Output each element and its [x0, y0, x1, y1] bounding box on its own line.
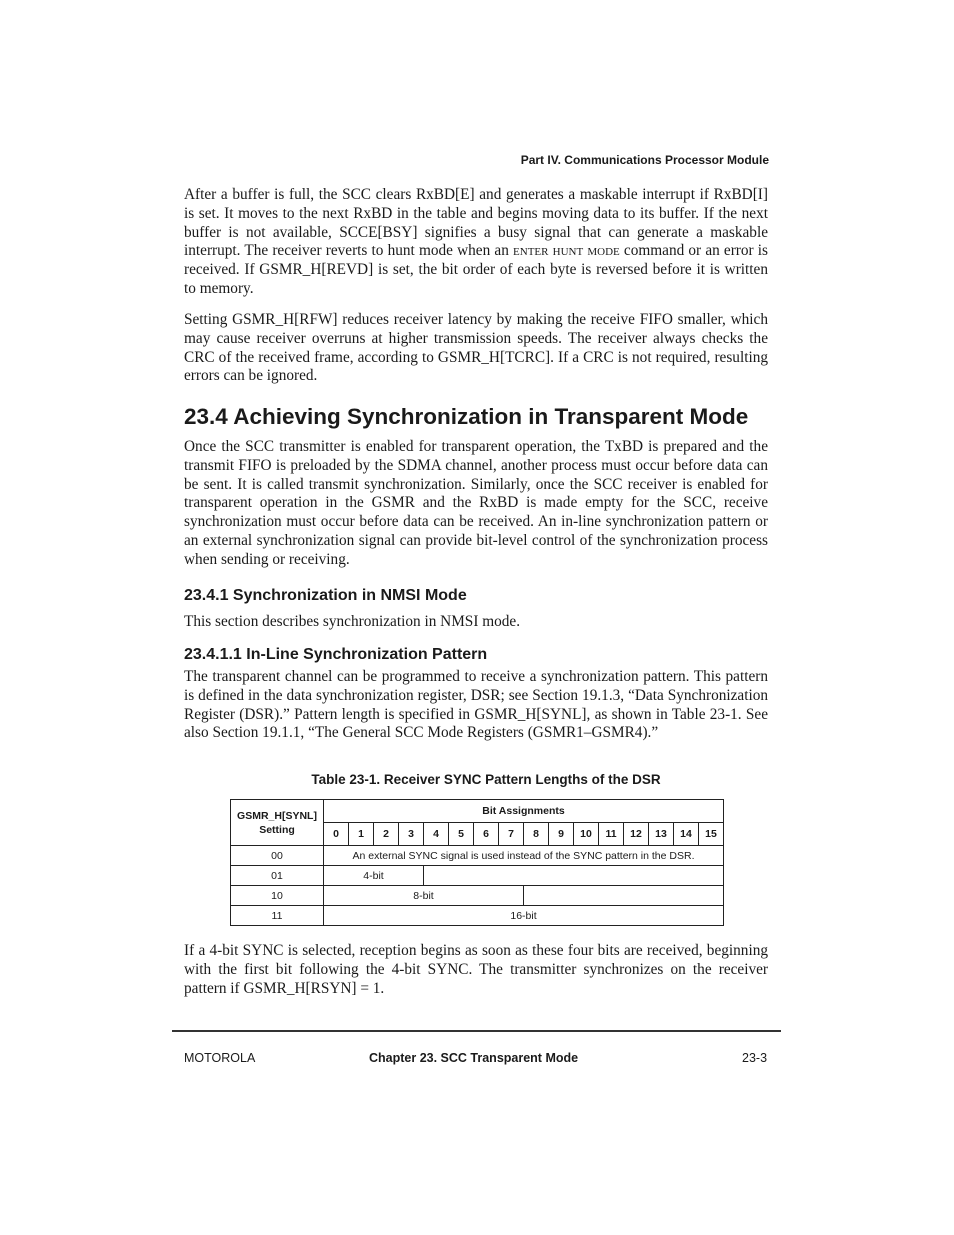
pattern-cell: An external SYNC signal is used instead of the SYNC pattern in the DSR.	[324, 846, 724, 866]
paragraph-nmsi: This section describes synchronization in NMSI mode.	[184, 613, 521, 630]
bit-number: 7	[499, 823, 524, 846]
bit-number: 1	[349, 823, 374, 846]
sync-pattern-table	[230, 799, 724, 926]
bit-number: 0	[324, 823, 349, 846]
bit-number: 13	[649, 823, 674, 846]
paragraph-buffer-full	[184, 186, 768, 299]
pattern-cell: 8-bit	[324, 886, 524, 906]
bit-number: 3	[399, 823, 424, 846]
empty-cell	[424, 866, 724, 886]
section-heading: 23.4 Achieving Synchronization in Transparent Mode	[184, 404, 749, 429]
bit-number: 5	[449, 823, 474, 846]
paragraph-inline-pattern: The transparent channel can be programmed to receive a synchronization pattern. This pattern is defined in the data synchronization register, DSR; see Section 19.1.3, “Data Synchronization Register (DSR).” Pattern length is specified in GSMR_H[SYNL], as shown in Table 23-1. See also Section 19.1.1, “The General SCC Mode Registers (GSMR1–GSMR4).”	[184, 668, 768, 742]
footer-center: Chapter 23. SCC Transparent Mode	[369, 1051, 579, 1065]
footer-rule	[172, 1030, 781, 1032]
bit-number: 15	[699, 823, 724, 846]
bit-number: 8	[524, 823, 549, 846]
table-title: Table 23-1. Receiver SYNC Pattern Lengths of the DSR	[311, 772, 661, 787]
paragraph-sync-intro: Once the SCC transmitter is enabled for transparent operation, the TxBD is prepared and the transmit FIFO is preloaded by the SDMA channel, another process must occur before data can be sent. It is called transmit synchronization. Similarly, once the SCC receiver is enabled for transparent operation in the GSMR and the RxBD is made empty for the SCC, receive synchronization must occur before data can be received. An in-line synchronization pattern or an external synchronization signal can provide bit-level control of the synchronization process when sending or receiving.	[184, 438, 768, 568]
table-row	[231, 866, 724, 886]
command-name: enter hunt mode	[513, 242, 620, 260]
bit-number: 4	[424, 823, 449, 846]
bit-number: 12	[624, 823, 649, 846]
subsection-heading: 23.4.1 Synchronization in NMSI Mode	[184, 587, 467, 604]
setting-cell: 01	[231, 866, 324, 886]
paragraph-text: command or an error is received. If GSMR_H[REVD] is set, the bit order of each byte is reversed before it is written to memory.	[184, 242, 769, 297]
footer-left: MOTOROLA	[184, 1051, 256, 1065]
pattern-cell: 16-bit	[324, 906, 724, 926]
bit-assignments-header: Bit Assignments	[324, 800, 724, 823]
table-row	[231, 906, 724, 926]
setting-cell: 00	[231, 846, 324, 866]
footer-page-number: 23-3	[742, 1051, 768, 1065]
bit-number: 10	[574, 823, 599, 846]
subsubsection-heading: 23.4.1.1 In-Line Synchronization Pattern	[184, 646, 488, 663]
pattern-cell: 4-bit	[324, 866, 424, 886]
paragraph-4bit-sync: If a 4-bit SYNC is selected, reception begins as soon as these four bits are received, beginning with the first bit following the 4-bit SYNC. The transmitter synchronizes on the receiver pattern if GSMR_H[RSYN] = 1.	[184, 942, 768, 997]
paragraph-rfw: Setting GSMR_H[RFW] reduces receiver latency by making the receive FIFO smaller, which may cause receiver overruns at higher transmission speeds. The receiver always checks the CRC of the received frame, according to GSMR_H[TCRC]. If a CRC is not required, resulting errors can be ignored.	[184, 311, 768, 385]
setting-cell: 11	[231, 906, 324, 926]
empty-cell	[524, 886, 724, 906]
bit-number: 9	[549, 823, 574, 846]
setting-cell: 10	[231, 886, 324, 906]
bit-number: 2	[374, 823, 399, 846]
table-row	[231, 846, 724, 866]
bit-number: 11	[599, 823, 624, 846]
table-row	[231, 886, 724, 906]
setting-column-header: GSMR_H[SYNL] Setting	[231, 800, 324, 846]
running-header: Part IV. Communications Processor Module	[520, 153, 769, 167]
bit-number: 6	[474, 823, 499, 846]
table-header-row	[231, 800, 724, 823]
bit-number: 14	[674, 823, 699, 846]
paragraph-text: After a buffer is full, the SCC clears RxBD[E] and generates a maskable interrupt if RxBD[I] is set. It moves to the next RxBD in the table and begins moving data to its buffer. If the next buffer is not available, SCCE[BSY] signifies a busy signal that can generate a maskable interrupt. The receiver reverts to hunt mode when an	[184, 186, 768, 260]
